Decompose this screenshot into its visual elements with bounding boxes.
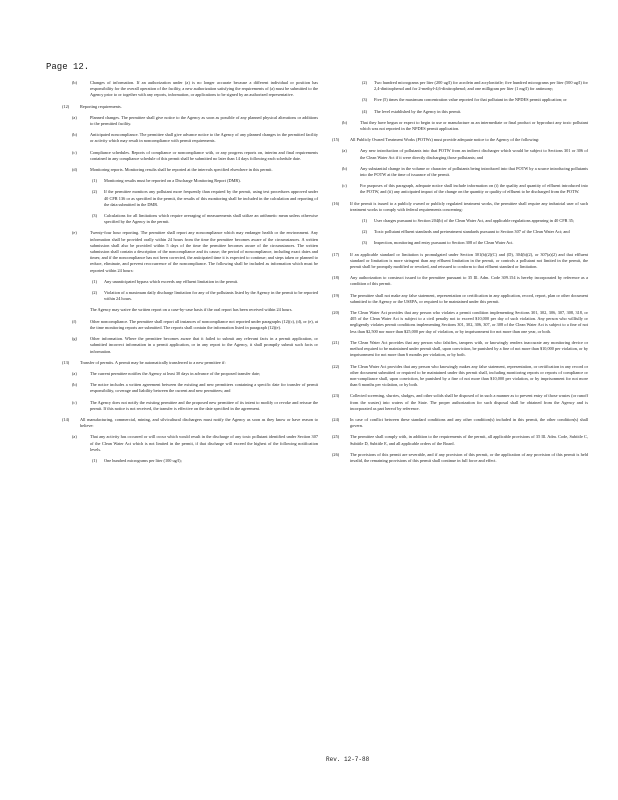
condition-text: In case of conflict between these standard conditions and any other condition(s) included in this permit, the other condition(s) shall govern.: [350, 416, 588, 429]
condition-label: (24): [332, 416, 340, 422]
condition-text: Anticipated noncompliance. The permittee shall give advance notice to the Agency of any planned changes in the permitted facility or activity which may result in noncompliance with permit requirements.: [90, 132, 318, 144]
condition-item: [332, 340, 588, 359]
condition-text: Any unanticipated bypass which exceeds any effluent limitation in the permit.: [104, 278, 239, 284]
condition-text: Five (5) times the maximum concentration value reported for that pollutant in the NPDES permit application; or: [374, 97, 567, 103]
condition-text: Other information. Where the permittee becomes aware that it failed to submit any relevant facts in a permit application, or submitted incorrect information in a permit application, or in any report to the Agency, it shall promptly submit such facts or information.: [90, 336, 318, 354]
condition-label: (14): [62, 416, 70, 422]
condition-label: (2): [92, 290, 98, 296]
condition-text: Other noncompliance. The permittee shall report all instances of noncompliance not reported under paragraphs (12)(c), (d), or (e), at the time monitoring reports are submitted. The reports shall contain the information listed in paragraph (12)(e).: [90, 318, 318, 330]
condition-label: (2): [362, 229, 368, 235]
condition-text: The level established by the Agency in this permit.: [374, 108, 462, 114]
condition-item: [62, 189, 318, 208]
condition-text: Transfer of permits. A permit may be automatically transferred to a new permittee if:: [80, 359, 226, 365]
condition-item: [332, 183, 588, 195]
condition-text: Collected screening, slurries, sludges, and other solids shall be disposed of in such a manner as to prevent entry of those wastes (or runoff from the wastes) into waters of the State. The proper authorization for such disposal shall be obtained from the Agency and is incorporated as part hereof by reference.: [350, 393, 588, 411]
condition-text: Any authorization to construct issued to the permittee pursuant to 35 Ill. Adm. Code 309.154 is hereby incorporated by reference as a condition of this permit.: [350, 275, 588, 287]
condition-text: User charges pursuant to Section 204(b) of the Clean Water Act, and applicable regulations appearing in 40 CFR 35;: [374, 218, 575, 224]
condition-item: [332, 240, 588, 246]
condition-label: (13): [62, 359, 70, 365]
condition-text: If an applicable standard or limitation is promulgated under Section 301(b)(2)(C) and (D), 304(b)(2), or 307(a)(2) and that effluent standard or limitation is more stringent than any effluent limitation in the permit, or controls a pollutant not limited in the permit, the permit shall be promptly modified or revoked, and reissued to conform to that effluent standard or limitation.: [350, 251, 588, 270]
condition-item: [332, 434, 588, 446]
condition-item: [62, 307, 318, 313]
condition-item: [62, 319, 318, 331]
condition-label: (1): [362, 218, 368, 224]
condition-text: The current permittee notifies the Agency at least 30 days in advance of the proposed transfer date;: [90, 370, 261, 376]
condition-text: Monitoring reports. Monitoring results shall be reported at the intervals specified elsewhere in this permit.: [90, 167, 273, 173]
condition-text: Two hundred micrograms per liter (200 ug/l) for acrolein and acrylonitrile; five hundred micrograms per liter (500 ug/l) for 2,4-dinitrophenol and for 2-methyl-4,6-dinitrophenol; and one milligram per liter (1 mg/l) for antimony;: [374, 80, 588, 92]
condition-label: (c): [72, 149, 77, 155]
condition-item: [62, 178, 318, 184]
condition-item: [62, 115, 318, 127]
condition-text: All manufacturing, commercial, mining, and silvicultural dischargers must notify the Agency as soon as they know or have reason to believe:: [80, 416, 318, 429]
condition-item: [332, 148, 588, 160]
condition-text: The Clean Water Act provides that any person who falsifies, tampers with, or knowingly renders inaccurate any monitoring device or method required to be maintained under permit shall, upon conviction, be punished by a fine of not more than $10,000 per violation, or by imprisonment for not more than 6 months per violation, or by both.: [350, 339, 588, 358]
condition-label: (c): [342, 183, 347, 189]
condition-label: (2): [92, 189, 98, 195]
condition-text: That any activity has occurred or will occur which would result in the discharge of any toxic pollutant identified under Section 307 of the Clean Water Act which is not limited in the permit, if that discharge will exceed the highest of the following notification levels.: [90, 434, 318, 452]
condition-item: [332, 229, 588, 235]
condition-label: (1): [92, 178, 98, 184]
condition-item: [62, 150, 318, 162]
condition-text: The Agency may waive the written report on a case-by-case basis if the oral report has been received within 24 hours.: [90, 307, 293, 313]
condition-item: [332, 97, 588, 103]
condition-item: [62, 417, 318, 429]
page-number: Page 12.: [46, 62, 90, 72]
condition-label: (25): [332, 434, 340, 440]
right-column: [332, 80, 588, 469]
condition-label: (19): [332, 292, 340, 298]
condition-text: One hundred micrograms per liter (100 ug/l);: [104, 457, 182, 463]
condition-text: The Clean Water Act provides that any person who violates a permit condition implementing Sections 301, 302, 306, 307, 308, 318, or 405 of the Clean Water Act is subject to a civil penalty not to exceed $10,000 per day of such violation. Any person who willfully or negligently violates permit conditions implementing Sections 301, 302, 306, 307, or 308 of the Clean Water Act is subject to a fine of not less than $2,500 nor more than $25,000 per day of violation, or by imprisonment for not more than one year, or both.: [350, 310, 588, 334]
condition-item: [332, 201, 588, 213]
condition-text: Twenty-four hour reporting. The permittee shall report any noncompliance which may endanger health or the environment. Any information shall be provided orally within 24 hours from the time the permittee becomes aware of the circumstances. A written submission shall also be provided within 5 days of the time the permittee becomes aware of the circumstances. The written submission shall contain a description of the noncompliance and its cause; the period of noncompliance, including exact dates and times; and if the noncompliance has not been corrected, the anticipated time it is expected to continue; and steps taken or planned to reduce, eliminate, and prevent reoccurrence of the noncompliance. The following shall be included as information which must be reported within 24 hours:: [90, 230, 318, 273]
condition-text: All Publicly Owned Treatment Works (POTWs) must provide adequate notice to the Agency of the following:: [350, 137, 540, 143]
condition-label: (b): [342, 119, 348, 125]
condition-label: (20): [332, 310, 340, 316]
condition-item: [62, 279, 318, 285]
condition-label: (18): [332, 275, 340, 281]
condition-item: [332, 109, 588, 115]
condition-item: [332, 166, 588, 178]
condition-item: [332, 364, 588, 389]
condition-label: (3): [362, 97, 368, 103]
condition-item: [62, 230, 318, 273]
condition-text: If the permittee monitors any pollutant more frequently than required by the permit, using test procedures approved under 40 CFR 136 or as specified in the permit, the results of this monitoring shall be included in the calculation and reporting of the data submitted in the DMR.: [104, 189, 318, 207]
condition-item: [332, 137, 588, 143]
condition-item: [332, 393, 588, 412]
condition-text: Inspection, monitoring and entry pursuant to Section 308 of the Clean Water Act.: [374, 240, 514, 246]
condition-item: [62, 360, 318, 366]
condition-item: [332, 293, 588, 305]
condition-label: (1): [92, 278, 98, 284]
condition-label: (3): [92, 213, 98, 219]
condition-label: (2): [362, 80, 368, 85]
condition-item: [332, 252, 588, 271]
condition-text: Changes of information. If an authorization under (a) is no longer accurate because a different individual or position has responsibility for the overall operation of the facility, a new authorization satisfying the requirements of (a) must be submitted to the Agency prior to or together with any reports, information, or applications to be signed by an authorized representative.: [90, 80, 318, 98]
condition-label: (26): [332, 451, 340, 457]
condition-item: [62, 371, 318, 377]
left-column: [62, 80, 318, 469]
condition-label: (b): [342, 165, 348, 171]
condition-label: (22): [332, 363, 340, 369]
condition-item: [332, 80, 588, 92]
condition-text: Violation of a maximum daily discharge limitation for any of the pollutants listed by the Agency in the permit to be reported within 24 hours.: [104, 290, 318, 302]
condition-label: (a): [72, 114, 77, 120]
condition-text: If the permit is issued to a publicly owned or publicly regulated treatment works, the permittee shall require any industrial user of such treatment works to comply with federal requirements concerning:: [350, 200, 588, 212]
condition-text: For purposes of this paragraph, adequate notice shall include information on (i) the quality and quantity of effluent introduced into the POTW, and (ii) any anticipated impact of the change on the quantity or quality of effluent to be discharged from the POTW.: [360, 183, 588, 195]
condition-item: [62, 132, 318, 144]
revision-footer: Rev. 12-7-88: [326, 756, 370, 763]
condition-label: (c): [72, 399, 77, 405]
condition-item: [332, 310, 588, 335]
condition-label: (a): [342, 148, 347, 154]
condition-item: [62, 167, 318, 173]
condition-item: [62, 213, 318, 225]
condition-item: [62, 336, 318, 355]
condition-text: Reporting requirements.: [80, 103, 122, 109]
condition-label: (21): [332, 339, 340, 345]
condition-item: [332, 218, 588, 224]
condition-item: [62, 80, 318, 99]
condition-label: (15): [332, 137, 340, 143]
condition-item: [332, 452, 588, 464]
condition-text: The permittee shall comply with, in addition to the requirements of the permit, all applicable provisions of 35 Ill. Adm. Code, Subtitle C, Subtitle D, Subtitle E, and all applicable orders of the Board.: [350, 434, 588, 446]
condition-item: [62, 104, 318, 110]
condition-text: Monitoring results must be reported on a Discharge Monitoring Report (DMR).: [104, 178, 241, 184]
condition-label: (1): [92, 457, 98, 463]
condition-item: [332, 417, 588, 429]
condition-label: (a): [72, 370, 77, 376]
condition-text: The notice includes a written agreement between the existing and new permittees containing a specific date for transfer of permit responsibility, coverage and liability between the current and new permittees; and: [90, 382, 318, 394]
condition-label: (g): [72, 336, 78, 342]
condition-label: (f): [72, 318, 77, 324]
condition-text: The Clean Water Act provides that any person who knowingly makes any false statement, representation, or certification in any record or other document submitted or required to be maintained under this permit shall, including monitoring reports or reports of compliance or non-compliance shall, upon conviction, be punished by a fine of not more than $10,000 per violation, or by imprisonment for not more than 6 months per violation, or by both.: [350, 363, 588, 388]
condition-label: (d): [72, 167, 78, 173]
condition-text: Calculations for all limitations which require averaging of measurements shall utilize an arithmetic mean unless otherwise specified by the Agency in the permit.: [104, 213, 318, 225]
condition-label: (23): [332, 393, 340, 399]
condition-text: That they have begun or expect to begin to use or manufacture as an intermediate or final product or byproduct any toxic pollutant which was not reported in the NPDES permit application.: [360, 119, 588, 132]
condition-item: [332, 120, 588, 132]
condition-label: (a): [72, 434, 77, 440]
condition-text: Any new introduction of pollutants into that POTW from an indirect discharger which would be subject to Sections 301 or 306 of the Clean Water Act if it were directly discharging those pollutants; and: [360, 148, 588, 160]
condition-label: (e): [72, 230, 77, 236]
condition-label: (17): [332, 251, 340, 257]
condition-text: Any substantial change in the volume or character of pollutants being introduced into that POTW by a source introducing pollutants into the POTW at the time of issuance of the permit.: [360, 165, 588, 178]
condition-label: (b): [72, 80, 78, 85]
condition-item: [332, 275, 588, 287]
condition-label: (b): [72, 382, 78, 388]
condition-label: (3): [362, 240, 368, 246]
condition-item: [62, 434, 318, 453]
condition-text: The permittee shall not make any false statement, representation or certification in any application, record, report, plan or other document submitted to the Agency or the USEPA, or required to be maintained under this permit.: [350, 292, 588, 304]
condition-text: Planned changes. The permittee shall give notice to the Agency as soon as possible of any planned physical alterations or additions to the permitted facility.: [90, 114, 318, 127]
condition-item: [62, 458, 318, 464]
condition-text: Compliance schedules. Reports of compliance or noncompliance with, or any progress reports on, interim and final requirements contained in any compliance schedule of this permit shall be submitted no later than 14 days following each schedule date.: [90, 149, 318, 161]
condition-text: The Agency does not notify the existing permittee and the proposed new permittee of its intent to modify or revoke and reissue the permit. If this notice is not received, the transfer is effective on the date specified in the agreement.: [90, 399, 318, 411]
condition-label: (4): [362, 108, 368, 114]
condition-item: [62, 382, 318, 394]
condition-item: [62, 400, 318, 412]
condition-text: The provisions of this permit are severable, and if any provision of this permit, or the application of any provision of this permit is held invalid, the remaining provisions of this permit shall continue in full force and effect.: [350, 451, 588, 463]
condition-label: (b): [72, 132, 78, 138]
condition-label: (16): [332, 200, 340, 206]
condition-label: (12): [62, 103, 70, 109]
condition-text: Toxic pollutant effluent standards and pretreatment standards pursuant to Section 307 of the Clean Water Act; and: [374, 229, 570, 235]
condition-item: [62, 290, 318, 302]
